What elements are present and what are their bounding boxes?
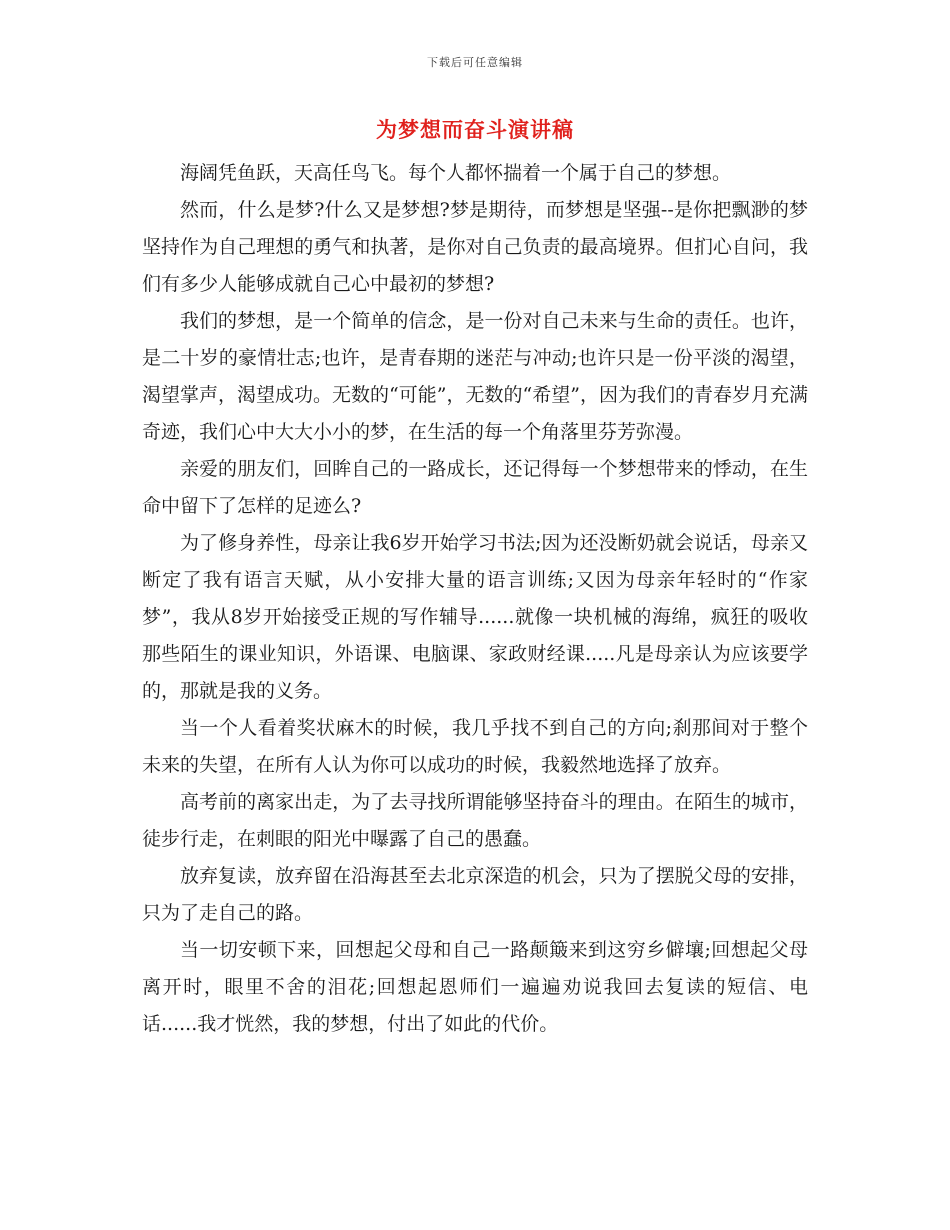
document-title: 为梦想而奋斗演讲稿 (376, 117, 574, 142)
header-note: 下载后可任意编辑 (427, 56, 523, 69)
paragraph-4: 亲爱的朋友们，回眸自己的一路成长，还记得每一个梦想带来的悸动，在生命中留下了怎样的足迹么? (142, 458, 808, 517)
document-body (142, 155, 808, 1043)
paragraph-7: 高考前的离家出走，为了去寻找所谓能够坚持奋斗的理由。在陌生的城市，徒步行走，在刺眼的阳光中曝露了自己的愚蠢。 (142, 791, 808, 850)
paragraph-8: 放弃复读，放弃留在沿海甚至去北京深造的机会，只为了摆脱父母的安排，只为了走自己的路。 (142, 865, 808, 924)
paragraph-5: 为了修身养性，母亲让我6岁开始学习书法;因为还没断奶就会说话，母亲又断定了我有语言天赋，从小安排大量的语言训练;又因为母亲年轻时的“作家梦”，我从8岁开始接受正规的写作辅导......就像一块机械的海绵，疯狂的吸收那些陌生的课业知识，外语课、电脑课、家政财经课.....凡是母亲认为应该要学的，那就是我的义务。 (142, 532, 808, 702)
paragraph-2: 然而，什么是梦?什么又是梦想?梦是期待，而梦想是坚强--是你把飘渺的梦坚持作为自己理想的勇气和执著，是你对自己负责的最高境界。但扪心自问，我们有多少人能够成就自己心中最初的梦想? (142, 199, 808, 295)
paragraph-3: 我们的梦想，是一个简单的信念，是一份对自己未来与生命的责任。也许，是二十岁的豪情壮志;也许，是青春期的迷茫与冲动;也许只是一份平淡的渴望，渴望掌声，渴望成功。无数的“可能”，无数的“希望”，因为我们的青春岁月充满奇迹，我们心中大大小小的梦，在生活的每一个角落里芬芳弥漫。 (142, 310, 808, 443)
paragraph-9: 当一切安顿下来，回想起父母和自己一路颠簸来到这穷乡僻壤;回想起父母离开时，眼里不舍的泪花;回想起恩师们一遍遍劝说我回去复读的短信、电话......我才恍然，我的梦想，付出了如此的代价。 (142, 939, 808, 1035)
paragraph-6: 当一个人看着奖状麻木的时候，我几乎找不到自己的方向;刹那间对于整个未来的失望，在所有人认为你可以成功的时候，我毅然地选择了放弃。 (142, 717, 808, 776)
paragraph-1: 海阔凭鱼跃，天高任鸟飞。每个人都怀揣着一个属于自己的梦想。 (180, 162, 732, 184)
